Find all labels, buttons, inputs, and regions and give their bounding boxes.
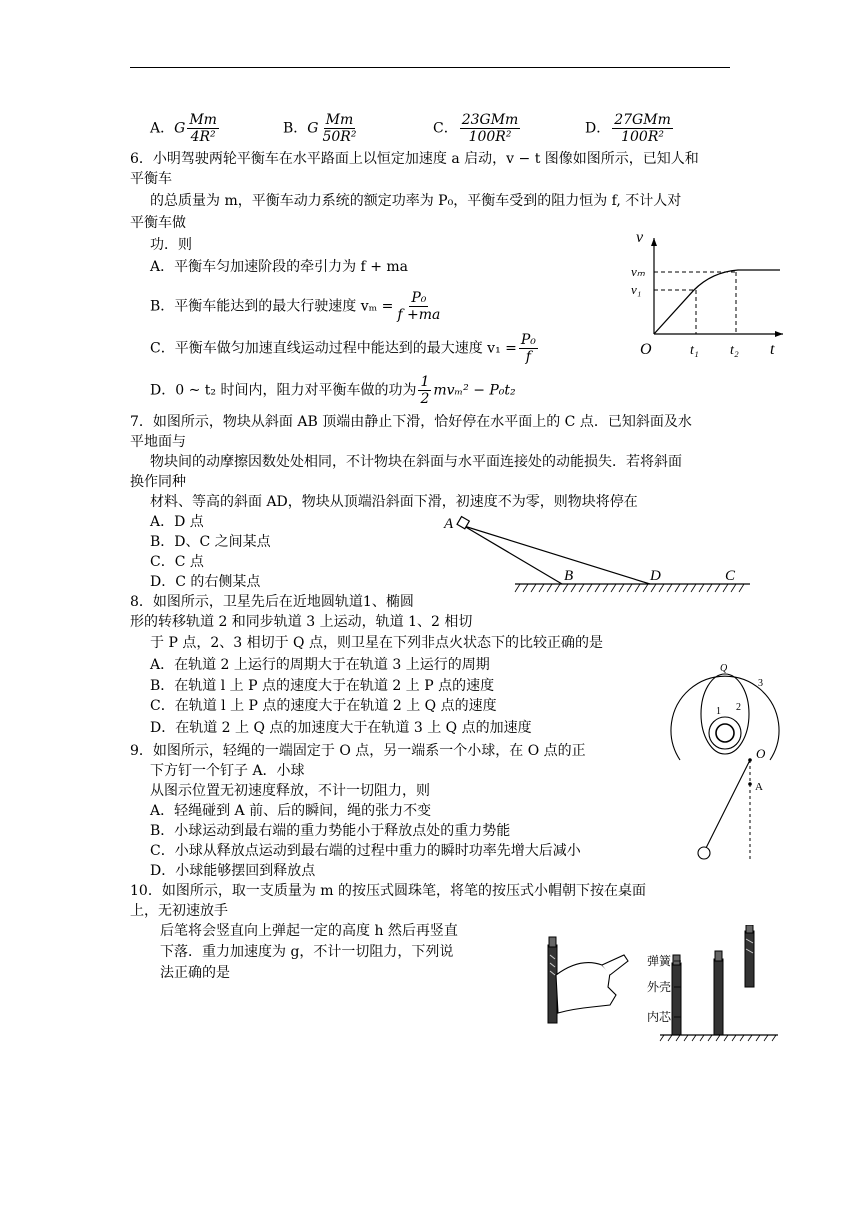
label-A: A — [755, 781, 763, 793]
q7-option-b[interactable]: B．D、C 之间某点 — [150, 534, 271, 550]
q9-option-c[interactable]: C．小球从释放点运动到最右端的过程中重力的瞬时功率先增大后减小 — [150, 843, 581, 859]
q6-line5: 功．则 — [150, 237, 192, 253]
q10-line1: 10．如图所示，取一支质量为 m 的按压式圆珠笔，将笔的按压式小帽朝下按在桌面 — [130, 883, 646, 899]
q8-line2: 形的转移轨道 2 和同步轨道 3 上运动，轨道 1、2 相切 — [130, 614, 473, 630]
q10-line2: 上，无初速放手 — [130, 903, 228, 919]
q7-option-d[interactable]: D．C 的右侧某点 — [150, 574, 261, 590]
q5-option-a[interactable]: A．G $\frac{Mm}{\text{4R²}}$ — [150, 112, 217, 145]
q6-line2: 平衡车 — [130, 171, 172, 187]
label-t: t — [770, 341, 775, 358]
label-orbit-1: 1 — [716, 706, 721, 717]
nail-A — [748, 782, 752, 786]
label-t2: t₂ — [730, 343, 739, 358]
q10-line3: 后笔将会竖直向上弹起一定的高度 h 然后再竖直 — [160, 923, 458, 939]
q8-option-d[interactable]: D．在轨道 2 上 Q 点的加速度大于在轨道 3 上 Q 点的加速度 — [150, 720, 532, 736]
incline-AB — [464, 526, 562, 584]
label-Q: Q — [720, 663, 728, 674]
q10-line4: 下落．重力加速度为 g，不计一切阻力，下列说 — [160, 944, 454, 960]
q6-vt-graph — [628, 228, 788, 363]
q9-line1: 9．如图所示，轻绳的一端固定于 O 点，另一端系一个小球，在 O 点的正 — [130, 743, 586, 759]
label-shell: 外壳 — [647, 980, 672, 994]
q7-line4: 换作同种 — [130, 474, 186, 490]
q9-line3: 从图示位置无初速度释放，不计一切阻力，则 — [150, 783, 430, 799]
q10-pen-figure — [540, 925, 780, 1043]
q7-incline-figure — [440, 512, 760, 597]
pen-2 — [714, 951, 723, 1035]
pen-1 — [672, 955, 681, 1035]
pen-3 — [745, 925, 754, 987]
q6-option-a[interactable]: A．平衡车匀加速阶段的牵引力为 f + ma — [150, 259, 408, 275]
q8-line1: 8．如图所示，卫星先后在近地圆轨道1、椭圆 — [130, 594, 414, 610]
q5-option-c[interactable]: C． $\frac{\text{23GMm}}{\text{100R²}}$ — [433, 112, 519, 145]
label-v1: v₁ — [631, 282, 642, 297]
q7-option-a[interactable]: A．D 点 — [150, 514, 204, 530]
incline-AD — [464, 526, 650, 584]
table-hatch — [660, 1035, 776, 1041]
q7-line1: 7．如图所示，物块从斜面 AB 顶端由静止下滑，恰好停在水平面上的 C 点．已知斜面及水 — [130, 414, 692, 430]
label-spring: 弹簧 — [647, 954, 672, 968]
label-A: A — [444, 516, 454, 532]
label-core: 内芯 — [647, 1010, 672, 1024]
label-D: D — [650, 568, 661, 584]
q8-option-b[interactable]: B．在轨道 l 上 P 点的速度大于在轨道 2 上 P 点的速度 — [150, 678, 495, 694]
label-B: B — [564, 568, 574, 584]
q6-line1: 6．小明驾驶两轮平衡车在水平路面上以恒定加速度 a 启动，v − t 图像如图所示，已知人和 — [130, 151, 699, 167]
q7-line5: 材料、等高的斜面 AD，物块从顶端沿斜面下滑，初速度不为零，则物块将停在 — [150, 494, 638, 510]
pen-in-hand — [548, 937, 557, 1023]
vt-curve — [654, 270, 780, 334]
label-O: O — [756, 746, 766, 761]
label-t1: t₁ — [690, 343, 699, 358]
q8-option-c[interactable]: C．在轨道 l 上 P 点的速度大于在轨道 2 上 Q 点的速度 — [150, 698, 497, 714]
q6-option-d[interactable]: D．0 ~ t₂ 时间内，阻力对平衡车做的功为 $\frac{1}{2}$ mvₘ² − P₀t₂ — [150, 374, 516, 407]
v-axis-arrow — [651, 238, 657, 246]
ball — [698, 847, 710, 859]
q6-line3: 的总质量为 m，平衡车动力系统的额定功率为 P₀，平衡车受到的阻力恒为 f, 不计人对 — [150, 193, 682, 209]
t-axis-arrow — [775, 331, 783, 337]
q6-option-c[interactable]: C．平衡车做匀加速直线运动过程中能达到的最大速度 v₁ = $\frac{\text{P₀}}{f}$ — [150, 332, 536, 365]
q6-line4: 平衡车做 — [130, 215, 186, 231]
label-C: C — [725, 568, 736, 584]
q7-line3: 物块间的动摩擦因数处处相同，不计物块在斜面与水平面连接处的动能损失．若将斜面 — [150, 454, 682, 470]
q7-option-c[interactable]: C．C 点 — [150, 554, 204, 570]
pivot-O — [748, 758, 752, 762]
q8-line3: 于 P 点，2、3 相切于 Q 点，则卫星在下列非点火状态下的比较正确的是 — [150, 635, 603, 651]
q9-line2: 下方钉一个钉子 A．小球 — [150, 763, 305, 779]
ground-hatch — [515, 584, 744, 592]
q6-option-b[interactable]: B．平衡车能达到的最大行驶速度 vₘ = $\frac{\text{P₀}}{f +ma}$ — [150, 290, 441, 323]
q10-line5: 法正确的是 — [160, 965, 230, 981]
header-rule — [130, 67, 730, 68]
label-v: v — [636, 229, 644, 246]
rope — [706, 760, 750, 848]
q5-option-d[interactable]: D． $\frac{\text{27GMm}}{\text{100R²}}$ — [585, 112, 671, 145]
q8-option-a[interactable]: A．在轨道 2 上运行的周期大于在轨道 3 上运行的周期 — [150, 657, 490, 673]
label-orbit-2: 2 — [736, 702, 741, 713]
q9-pendulum-figure — [688, 738, 788, 870]
label-O: O — [640, 341, 652, 358]
q5-option-b[interactable]: B．G $\frac{Mm}{\text{50R²}}$ — [283, 112, 357, 145]
q7-line2: 平地面与 — [130, 434, 186, 450]
label-vm: vₘ — [631, 264, 645, 279]
q9-option-a[interactable]: A．轻绳碰到 A 前、后的瞬间，绳的张力不变 — [150, 803, 432, 819]
q9-option-b[interactable]: B．小球运动到最右端的重力势能小于释放点处的重力势能 — [150, 823, 511, 839]
q9-option-d[interactable]: D．小球能够摆回到释放点 — [150, 863, 316, 879]
label-orbit-3: 3 — [758, 678, 763, 689]
